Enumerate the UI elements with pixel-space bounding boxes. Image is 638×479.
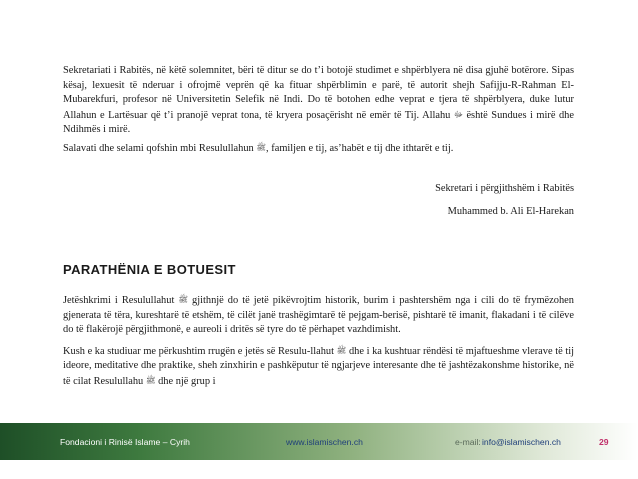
intro-paragraph-1-text: Sekretariati i Rabitës, në këtë solemnitet, bëri të ditur se do t’i botojë studimet e shpërblyera në disa gjuhë botërore. Sipas kësaj, lexuesit të nderuar i ofrojmë veprën që ka fituar shpërblimin e parë, të autorit shejh Safijju-R-Rahman El-Mubarekfuri, profesor në Universitetin Selefik në Indi. Do të botohen edhe veprat e tjera të shpërblyera, duke lutur Allahun e Lartësuar që t’i pranojë veprat tona, të kryera posaçërisht në emër të Tij. Allahu <box>63 65 574 121</box>
signature-name: Muhammed b. Ali El-Harekan <box>447 206 574 217</box>
section-paragraph-1-end: gjithnjë do të jetë pikëvrojtim historik, burim i pashtershëm nga i cili do të frymëzohen gjenerata të tëra, kureshtarë të etshëm, të cilët janë trashëgimtarë të pejgam-berisë, pishtarë të imanit, flakadani i të cilëve do të flakërojë përgjithmonë, e aureoli i dritës së tyre do të përhapet vazhdimisht. <box>63 295 574 336</box>
section-paragraph-1 <box>63 293 574 338</box>
signature-title: Sekretari i përgjithshëm i Rabitës <box>435 183 574 194</box>
footer-organization: Fondacioni i Rinisë Islame – Cyrih <box>60 437 190 447</box>
footer-email-link[interactable]: info@islamischen.ch <box>482 437 561 447</box>
honorific-glyph: ﷺ <box>256 142 267 152</box>
footer-website-link[interactable]: www.islamischen.ch <box>286 437 363 447</box>
honorific-glyph: ﷺ <box>336 345 347 355</box>
honorific-glyph: ﷺ <box>145 375 156 385</box>
intro-paragraph-1-end: është Sundues i mirë dhe Ndihmës i mirë. <box>63 109 574 136</box>
section-paragraph-2-end: dhe një grup i <box>158 375 216 387</box>
honorific-glyph: ﷺ <box>178 295 189 304</box>
honorific-glyph: ﷻ <box>453 109 463 119</box>
section-paragraph-2 <box>63 344 574 390</box>
intro-paragraph-1 <box>63 64 574 138</box>
footer-email-label: e-mail: <box>455 437 481 447</box>
intro-paragraph-2-end: , familjen e tij, as’habët e tij dhe ithtarët e tij. <box>266 142 454 154</box>
section-heading: PARATHËNIA E BOTUESIT <box>63 262 236 277</box>
intro-paragraph-2 <box>63 141 574 157</box>
section-body <box>63 293 574 390</box>
intro-paragraph-2-text: Salavati dhe selami qofshin mbi Resulullahun <box>63 142 254 154</box>
page-number: 29 <box>599 437 609 447</box>
section-paragraph-2-mid: dhe i ka kushtuar rëndësi të mjaftueshme vlerave të tij ideore, meditative dhe praktike, sheh zinxhirin e pashkëputur të ngjarjeve interesante dhe të jashtëzakonshme historike, në të cilat Resulullahu <box>63 345 575 387</box>
intro-block <box>63 64 574 157</box>
section-paragraph-1-text: Jetëshkrimi i Resulullahut <box>63 295 175 306</box>
section-paragraph-2-text: Kush e ka studiuar me përkushtim rrugën e jetës së Resulu-llahut <box>63 345 334 357</box>
